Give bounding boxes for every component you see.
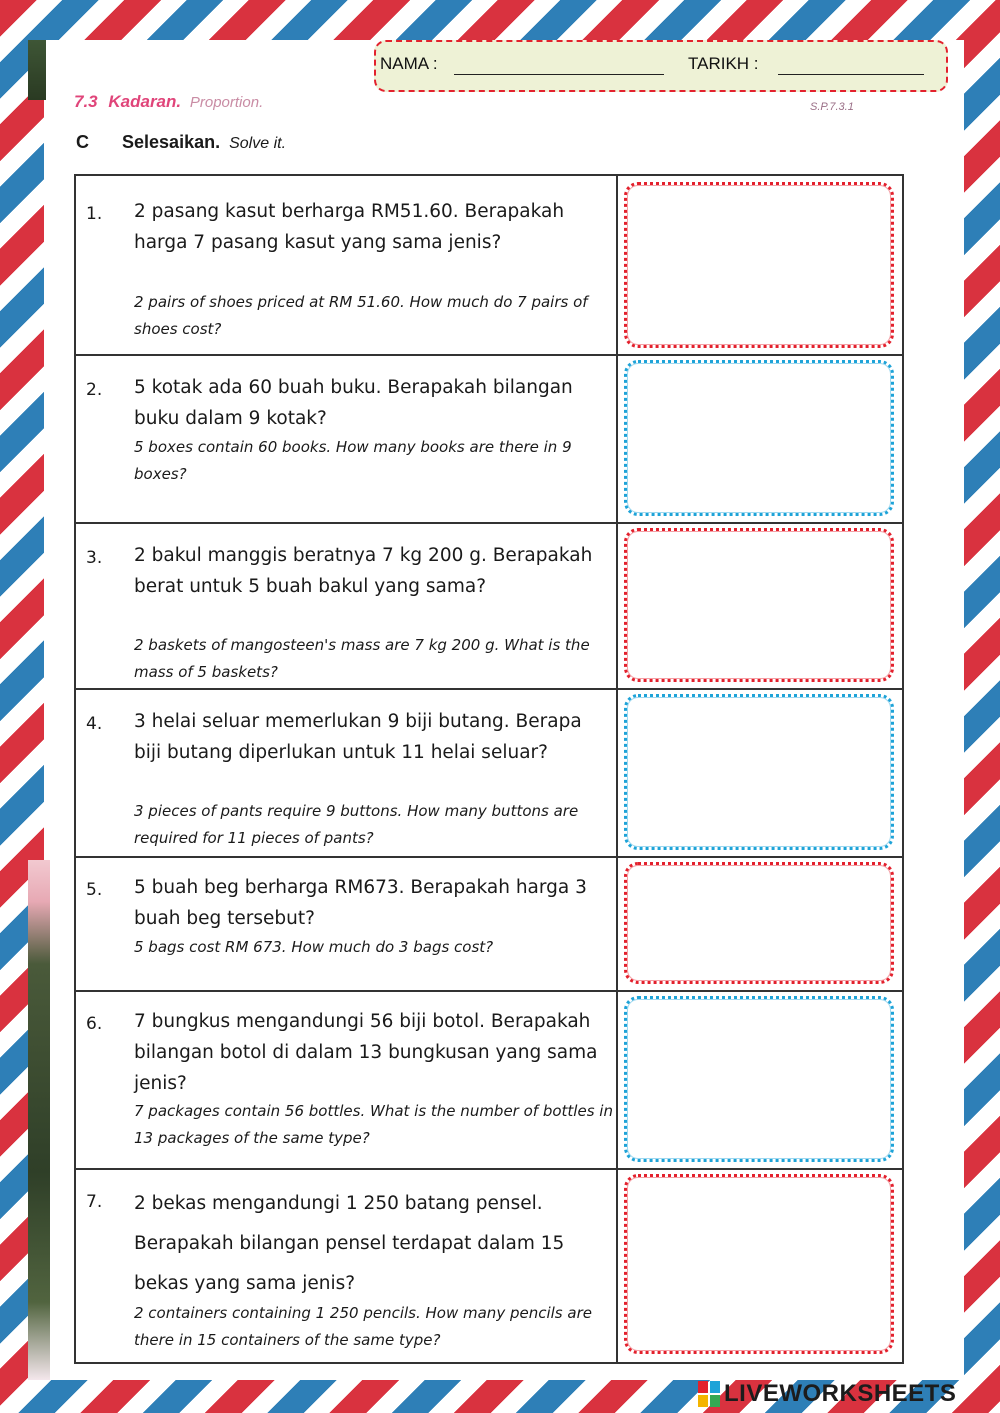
questions-table xyxy=(74,174,904,1364)
question-cell xyxy=(76,690,618,856)
question-text: 2 pasang kasut berharga RM51.60. Berapakah harga 7 pasang kasut yang sama jenis? xyxy=(134,201,565,253)
question-number: 3. xyxy=(86,548,103,568)
logo-icon xyxy=(698,1381,720,1407)
answer-box[interactable] xyxy=(624,182,894,348)
section-letter: C xyxy=(76,132,89,152)
question-row-1 xyxy=(76,176,902,356)
topic-number: 7.3 xyxy=(74,92,98,111)
name-label: NAMA : xyxy=(380,54,438,73)
question-number: 4. xyxy=(86,714,103,734)
question-cell xyxy=(76,176,618,354)
date-field[interactable] xyxy=(778,74,924,75)
question-number: 2. xyxy=(86,380,103,400)
question-text-en: 2 pairs of shoes priced at RM 51.60. How much do 7 pairs of shoes cost? xyxy=(134,293,588,338)
question-row-5 xyxy=(76,858,902,992)
section-title: Selesaikan. xyxy=(122,132,221,152)
answer-box[interactable] xyxy=(624,996,894,1162)
name-date-box xyxy=(374,40,948,92)
question-number: 1. xyxy=(86,204,103,224)
section-heading xyxy=(76,132,286,153)
question-text: 5 buah beg berharga RM673. Berapakah harga 3 buah beg tersebut? xyxy=(134,877,587,929)
question-number: 6. xyxy=(86,1014,103,1034)
question-text: 2 bekas mengandungi 1 250 batang pensel. Berapakah bilangan pensel terdapat dalam 15 bekas yang sama jenis? xyxy=(134,1193,565,1294)
question-cell xyxy=(76,992,618,1168)
question-text: 2 bakul manggis beratnya 7 kg 200 g. Berapakah berat untuk 5 buah bakul yang sama? xyxy=(134,545,593,597)
question-cell xyxy=(76,1170,618,1362)
question-text: 7 bungkus mengandungi 56 biji botol. Berapakah bilangan botol di dalam 13 bungkusan yang sama jenis? xyxy=(134,1011,598,1094)
question-cell xyxy=(76,524,618,688)
question-text-en: 3 pieces of pants require 9 buttons. How many buttons are required for 11 pieces of pants? xyxy=(134,802,579,847)
question-number: 7. xyxy=(86,1192,103,1212)
question-cell xyxy=(76,356,618,522)
question-text-en: 7 packages contain 56 bottles. What is the number of bottles in 13 packages of the same type? xyxy=(134,1102,613,1147)
question-text-en: 5 boxes contain 60 books. How many books are there in 9 boxes? xyxy=(134,438,572,483)
name-field[interactable] xyxy=(454,74,664,75)
answer-box[interactable] xyxy=(624,862,894,984)
question-text-en: 2 baskets of mangosteen's mass are 7 kg 200 g. What is the mass of 5 baskets? xyxy=(134,636,590,681)
question-row-6 xyxy=(76,992,902,1170)
flower-decoration xyxy=(28,860,50,1380)
question-text-en: 5 bags cost RM 673. How much do 3 bags cost? xyxy=(134,938,494,956)
question-row-2 xyxy=(76,356,902,524)
topic-code: S.P.7.3.1 xyxy=(810,101,854,113)
question-row-7 xyxy=(76,1170,902,1362)
question-cell xyxy=(76,858,618,990)
topic-title-en: Proportion. xyxy=(189,94,264,111)
date-label: TARIKH : xyxy=(688,54,759,73)
question-number: 5. xyxy=(86,880,103,900)
topic-title: Kadaran. xyxy=(108,92,182,111)
logo-text: LIVEWORKSHEETS xyxy=(724,1380,957,1407)
answer-box[interactable] xyxy=(624,694,894,850)
question-row-3 xyxy=(76,524,902,690)
answer-box[interactable] xyxy=(624,528,894,682)
liveworksheets-logo xyxy=(698,1378,956,1410)
question-row-4 xyxy=(76,690,902,858)
answer-box[interactable] xyxy=(624,1174,894,1354)
section-title-en: Solve it. xyxy=(229,135,287,152)
question-text: 3 helai seluar memerlukan 9 biji butang. Berapa biji butang diperlukan untuk 11 helai seluar? xyxy=(134,711,582,763)
leaf-decoration xyxy=(28,40,46,100)
topic-heading xyxy=(74,92,263,112)
answer-box[interactable] xyxy=(624,360,894,516)
question-text: 5 kotak ada 60 buah buku. Berapakah bilangan buku dalam 9 kotak? xyxy=(134,377,573,429)
question-text-en: 2 containers containing 1 250 pencils. How many pencils are there in 15 containers of the same type? xyxy=(134,1304,592,1349)
